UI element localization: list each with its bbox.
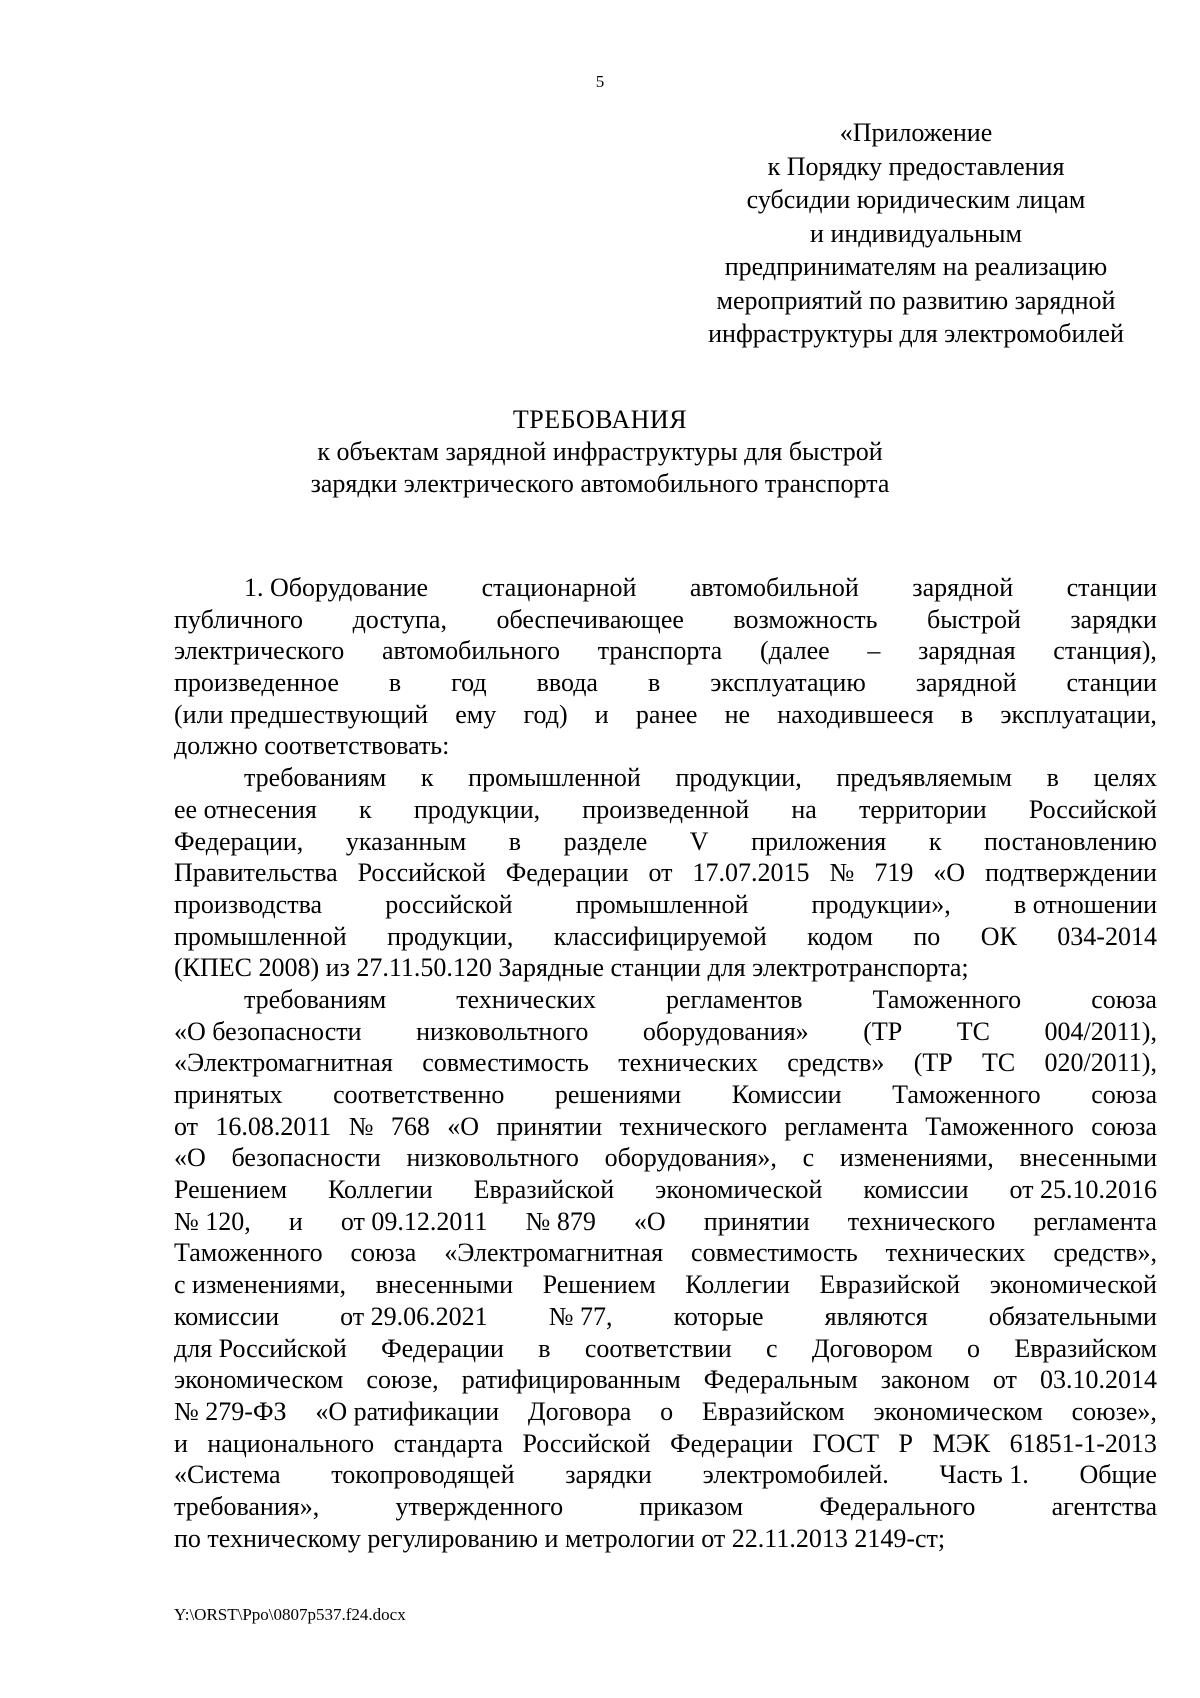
body-word: Евразийском	[1014, 1333, 1157, 1363]
body-word: Решением	[542, 1270, 656, 1300]
body-word: находившееся	[777, 699, 934, 729]
body-word: в	[388, 668, 402, 698]
body-line	[174, 1206, 1157, 1238]
body-word: регламентов	[665, 984, 803, 1014]
body-word: в	[647, 668, 661, 698]
body-word: зарядной	[915, 668, 1017, 698]
body-word: № 77,	[548, 1301, 613, 1331]
body-word: оборудования»	[642, 1016, 809, 1046]
body-word: низковольтного	[406, 1143, 579, 1173]
body-line	[174, 1111, 1157, 1143]
body-word: от	[174, 1111, 199, 1141]
body-word: внесенными	[1019, 1143, 1157, 1173]
body-word: станции	[1066, 668, 1157, 698]
body-word: не	[724, 699, 751, 729]
body-line	[174, 1428, 1157, 1460]
body-word: внесенными	[375, 1270, 514, 1300]
body-line	[174, 1047, 1157, 1079]
body-word: станция),	[1053, 636, 1157, 666]
body-word: промышленной	[575, 889, 749, 919]
body-word: предъявляемым	[836, 763, 1012, 793]
body-word: экономическом	[174, 1365, 344, 1395]
body-word: «Система	[174, 1460, 281, 1490]
body-line	[174, 667, 1157, 699]
body-word: стандарта	[393, 1428, 503, 1458]
body-word: подтверждении	[985, 858, 1157, 888]
body-word: Федерации	[381, 1333, 504, 1363]
body-line	[174, 1301, 1157, 1333]
body-word: публичного	[174, 604, 304, 634]
body-word: союза	[1091, 1111, 1157, 1141]
body-line	[174, 635, 1157, 667]
body-word: автомобильного	[381, 636, 561, 666]
body-word: обязательными	[988, 1301, 1157, 1331]
body-word: о	[967, 1333, 981, 1363]
body-word: технических	[456, 984, 596, 1014]
body-word: Коллегии	[685, 1270, 790, 1300]
file-path-footer: Y:\ORST\Ppo\0807p537.f24.docx	[174, 1605, 406, 1624]
body-word: продукции»,	[811, 889, 951, 919]
body-word: средств»,	[1053, 1238, 1157, 1268]
body-line	[174, 604, 1157, 636]
body-line	[174, 1016, 1157, 1048]
body-word: зарядки	[565, 1460, 652, 1490]
body-word: для Российской	[174, 1333, 347, 1363]
body-word: (ТР	[913, 1048, 953, 1078]
body-word: целях	[1093, 763, 1157, 793]
body-word: промышленной	[468, 763, 641, 793]
body-line	[174, 1174, 1157, 1206]
body-word: № 879	[525, 1206, 596, 1236]
body-word: к	[420, 763, 434, 793]
body-word: решениями	[554, 1080, 682, 1109]
body-word: Евразийской	[473, 1175, 615, 1205]
body-word: Решением	[174, 1175, 288, 1205]
body-word: комиссии	[174, 1301, 280, 1331]
appendix-line: предпринимателям на реализацию	[724, 252, 1108, 281]
body-word: соответствии	[584, 1333, 732, 1363]
body-word: эксплуатации,	[1000, 699, 1157, 729]
body-word: технических	[618, 1048, 758, 1078]
body-text	[174, 572, 1157, 1554]
body-word: –	[867, 636, 881, 666]
body-word: Договором	[811, 1333, 933, 1363]
body-word: которые	[673, 1301, 764, 1331]
body-word: автомобильной	[689, 573, 859, 602]
body-line	[174, 826, 1157, 858]
body-word: 16.08.2011	[215, 1111, 332, 1141]
body-word: Федеральным	[703, 1365, 858, 1395]
body-word: эксплуатацию	[710, 668, 866, 698]
body-word: на	[791, 794, 817, 824]
body-line	[174, 921, 1157, 953]
body-word: от	[648, 858, 673, 888]
body-line	[174, 1523, 1157, 1555]
body-word: транспорта	[597, 636, 723, 666]
body-word: промышленной	[174, 921, 347, 951]
body-word: стационарной	[481, 573, 637, 602]
body-word: год	[451, 668, 487, 698]
body-word: 17.07.2015	[692, 858, 810, 888]
body-line	[174, 857, 1157, 889]
body-word: ему	[455, 699, 497, 729]
body-line	[174, 1237, 1157, 1269]
body-word: агентства	[1051, 1491, 1157, 1521]
body-word: ранее	[635, 699, 698, 729]
body-word: национального	[207, 1428, 375, 1458]
body-word: возможность	[733, 604, 878, 634]
body-word: ТС	[956, 1016, 990, 1046]
body-word: (или предшествующий	[174, 699, 429, 729]
body-word: к	[928, 826, 942, 856]
body-word: являются	[824, 1301, 928, 1331]
body-word: продукции,	[413, 794, 541, 824]
body-word: соответственно	[333, 1080, 505, 1109]
body-word: российской	[385, 889, 513, 919]
body-word: Таможенного	[872, 984, 1022, 1014]
body-word: по техническому регулированию и метрологии от 22.11.2013 2149-ст;	[174, 1523, 946, 1553]
body-word: 034-2014	[1057, 921, 1157, 951]
body-word: принятых	[174, 1080, 283, 1109]
body-word: союзе»,	[1071, 1396, 1157, 1426]
body-word: союзе,	[366, 1365, 439, 1395]
body-line	[174, 1491, 1157, 1523]
body-word: экономической	[655, 1175, 823, 1205]
body-line	[174, 1269, 1157, 1301]
body-word: № 120,	[174, 1206, 251, 1236]
body-word: регламента	[784, 1111, 908, 1141]
body-word: «Электромагнитная	[444, 1238, 664, 1268]
body-word: в	[1046, 763, 1059, 793]
body-word: экономическом	[873, 1396, 1043, 1426]
body-word: кодом	[807, 921, 873, 951]
body-word: безопасности	[231, 1143, 381, 1173]
body-word: средств»	[787, 1048, 885, 1078]
body-word: №	[348, 1111, 374, 1141]
title-subtitle-line: к объектам зарядной инфраструктуры для быстрой	[317, 437, 883, 466]
body-word: союза	[350, 1238, 417, 1268]
appendix-line: «Приложение	[839, 118, 993, 147]
body-word: 03.10.2014	[1039, 1365, 1157, 1395]
body-word: приложения	[751, 826, 887, 856]
body-word: ее отнесения	[174, 794, 317, 824]
body-word: электрического	[174, 636, 345, 666]
body-word: ОК	[980, 921, 1017, 951]
body-word: ратифицированным	[461, 1365, 681, 1395]
body-word: в	[538, 1333, 551, 1363]
body-word: Федерации,	[174, 826, 304, 856]
body-word: «Электромагнитная	[174, 1048, 393, 1078]
body-word: требованиям	[244, 763, 387, 793]
body-word: Российской	[357, 858, 486, 888]
body-word: 004/2011),	[1044, 1016, 1157, 1046]
body-word: к	[359, 794, 372, 824]
body-word: с изменениями,	[174, 1270, 346, 1300]
body-word: требованиям	[244, 984, 387, 1014]
body-word: разделе	[563, 826, 648, 856]
body-line	[174, 730, 1157, 762]
body-line	[174, 794, 1157, 826]
appendix-line: субсидии юридическим лицам	[746, 185, 1086, 214]
body-line	[174, 762, 1157, 794]
body-word: 1. Оборудование	[244, 573, 429, 602]
body-word: совместимость	[422, 1048, 589, 1078]
body-word: с	[802, 1143, 815, 1173]
body-word: Евразийском	[702, 1396, 845, 1426]
body-word: ГОСТ	[812, 1428, 880, 1458]
body-word: токопроводящей	[331, 1460, 515, 1490]
body-word: год)	[523, 699, 568, 729]
body-word: Таможенного	[925, 1111, 1074, 1141]
body-word: требования»,	[174, 1491, 320, 1521]
body-word: «О ратификации	[315, 1396, 500, 1426]
body-word: зарядной	[912, 573, 1014, 602]
body-word: технических	[885, 1238, 1026, 1268]
body-word: союза	[1091, 1080, 1157, 1109]
body-word: Евразийской	[819, 1270, 961, 1300]
body-word: произведенной	[582, 794, 750, 824]
body-word: оборудования»,	[604, 1143, 777, 1173]
body-word: «О	[447, 1111, 479, 1141]
body-word: ТС	[982, 1048, 1016, 1078]
body-word: «О	[174, 1143, 206, 1173]
body-line	[174, 889, 1157, 921]
body-word: производства	[174, 889, 323, 919]
body-word: и	[288, 1206, 303, 1236]
body-word: должно соответствовать:	[174, 731, 450, 761]
body-word: классифицируемой	[553, 921, 767, 951]
body-word: «О	[933, 858, 966, 888]
body-word: обеспечивающее	[496, 604, 684, 634]
body-word: в	[960, 699, 974, 729]
body-word: Общие	[1079, 1460, 1157, 1490]
body-word: (ТР	[863, 1016, 903, 1046]
body-line	[174, 1396, 1157, 1428]
body-word: низковольтного	[416, 1016, 589, 1046]
body-word: технического	[847, 1206, 996, 1236]
body-word: в отношении	[1013, 889, 1157, 919]
body-word: от 25.10.2016	[1009, 1175, 1157, 1205]
document-title	[0, 404, 1200, 500]
body-word: и	[594, 699, 609, 729]
body-word: комиссии	[863, 1175, 969, 1205]
body-word: от 09.12.2011	[340, 1206, 488, 1236]
body-word: Таможенного	[174, 1238, 323, 1268]
body-word: № 279-ФЗ	[174, 1396, 287, 1426]
body-word: 61851-1-2013	[1009, 1428, 1157, 1458]
appendix-line: мероприятий по развитию зарядной	[716, 285, 1116, 315]
body-word: Часть 1.	[939, 1460, 1029, 1490]
body-word: электромобилей.	[702, 1460, 889, 1490]
appendix-line: инфраструктуры для электромобилей	[708, 319, 1124, 348]
body-word: регламента	[1033, 1206, 1157, 1236]
body-word: Таможенного	[892, 1080, 1041, 1109]
body-word: постановлению	[984, 826, 1157, 856]
body-word: продукции,	[387, 921, 514, 951]
body-word: указанным	[345, 826, 467, 856]
body-word: доступа,	[352, 604, 447, 634]
body-word: приказом	[639, 1491, 744, 1521]
body-word: от 29.06.2021	[340, 1301, 488, 1331]
appendix-header	[676, 116, 1156, 351]
appendix-line: к Порядку предоставления	[767, 151, 1065, 181]
body-word: в	[508, 826, 522, 856]
body-word: №	[829, 858, 855, 888]
body-line	[174, 1079, 1157, 1111]
page-number: 5	[595, 72, 605, 91]
body-word: 768	[390, 1111, 430, 1141]
body-word: и	[174, 1428, 188, 1458]
body-word: ввода	[536, 668, 598, 698]
body-word: по	[913, 921, 941, 951]
body-word: зарядки	[1070, 604, 1157, 634]
body-word: Российской	[1028, 794, 1157, 824]
body-word: с	[766, 1333, 778, 1363]
body-word: о	[660, 1396, 674, 1426]
body-word: V	[689, 826, 709, 856]
body-word: Коллегии	[328, 1175, 433, 1205]
body-word: Федерального	[819, 1491, 976, 1521]
body-word: «О безопасности	[174, 1016, 362, 1046]
body-word: принятии	[496, 1111, 603, 1141]
body-word: «О	[633, 1206, 666, 1236]
body-line	[174, 984, 1157, 1016]
body-word: станции	[1066, 573, 1157, 602]
body-word: зарядная	[918, 636, 1016, 666]
body-word: Р	[898, 1428, 913, 1458]
body-word: Договора	[527, 1396, 632, 1426]
title-heading: ТРЕБОВАНИЯ	[512, 405, 688, 434]
body-line	[174, 1142, 1157, 1174]
body-word: совместимость	[691, 1238, 858, 1268]
body-word: продукции,	[675, 763, 802, 793]
body-word: законом	[880, 1365, 970, 1395]
body-word: 020/2011),	[1044, 1048, 1157, 1078]
body-word: территории	[859, 794, 987, 824]
body-word: Федерации	[505, 858, 629, 888]
body-line	[174, 952, 1157, 984]
body-line	[174, 1364, 1157, 1396]
body-word: Правительства	[174, 858, 338, 888]
title-subtitle-line: зарядки электрического автомобильного транспорта	[310, 469, 890, 498]
body-word: МЭК	[932, 1428, 991, 1458]
body-word: (далее	[759, 636, 830, 666]
body-word: принятии	[703, 1206, 810, 1236]
body-word: (КПЕС 2008) из 27.11.50.120 Зарядные станции для электротранспорта;	[174, 953, 969, 983]
body-word: союза	[1091, 984, 1157, 1014]
body-line	[174, 572, 1157, 604]
body-word: Комиссии	[731, 1080, 842, 1109]
body-line	[174, 699, 1157, 731]
body-word: изменениями,	[839, 1143, 994, 1173]
body-word: произведенное	[174, 668, 339, 698]
appendix-line: и индивидуальным	[810, 218, 1022, 248]
body-line	[174, 1459, 1157, 1491]
body-word: от	[992, 1365, 1017, 1395]
body-word: 719	[874, 858, 914, 888]
body-word: технического	[619, 1111, 768, 1141]
body-word: утвержденного	[395, 1491, 564, 1521]
body-line	[174, 1333, 1157, 1365]
body-word: быстрой	[927, 604, 1021, 634]
body-word: Российской	[522, 1428, 651, 1458]
body-word: Федерации	[670, 1428, 793, 1458]
body-word: экономической	[989, 1270, 1157, 1300]
